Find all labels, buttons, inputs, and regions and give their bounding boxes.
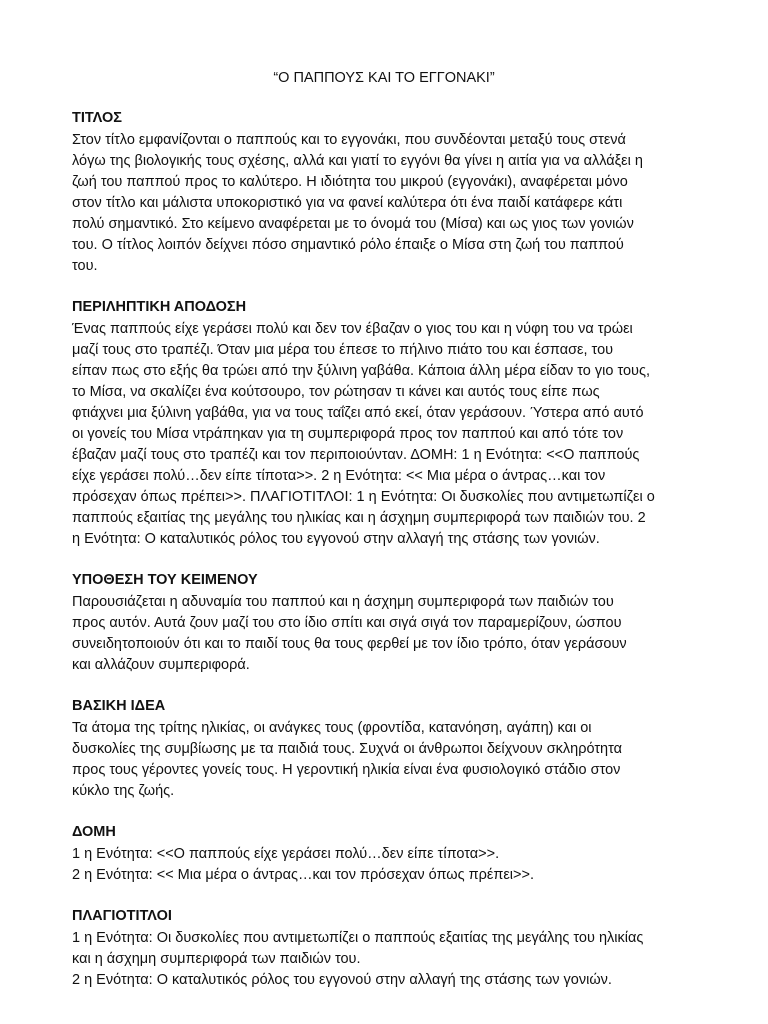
text-line: του. Ο τίτλος λοιπόν δείχνει πόσο σημαντικό ρόλο έπαιξε ο Μίσα στη ζωή του παππού bbox=[72, 237, 624, 253]
section-heading: ΠΕΡΙΛΗΠΤΙΚΗ ΑΠΟΔΟΣΗ bbox=[72, 299, 247, 315]
text-line: στον τίτλο και μάλιστα υποκοριστικό για να φανεί καλύτερα ότι ένα παιδί κατάφερε κάτι bbox=[72, 195, 623, 211]
text-line: κύκλο της ζωής. bbox=[72, 783, 175, 799]
text-line: φτιάχνει μια ξύλινη γαβάθα, για να τους ταΐζει από εκεί, όταν γεράσουν. Ύστερα από αυτό bbox=[72, 405, 644, 421]
section-4 bbox=[72, 696, 696, 802]
section-5 bbox=[72, 822, 696, 886]
section-3 bbox=[72, 570, 696, 676]
document-title: “Ο ΠΑΠΠΟΥΣ ΚΑΙ ΤΟ ΕΓΓΟΝΑΚΙ” bbox=[273, 70, 495, 86]
section-2 bbox=[72, 297, 696, 550]
text-line: μαζί τους στο τραπέζι. Όταν μια μέρα του έπεσε το πήλινο πιάτο του και έσπασε, του bbox=[72, 342, 614, 358]
section-body bbox=[72, 592, 696, 676]
text-line: και αλλάζουν συμπεριφορά. bbox=[72, 657, 250, 673]
section-heading: ΤΙΤΛΟΣ bbox=[72, 110, 122, 126]
text-line: και η άσχημη συμπεριφορά των παιδιών του. bbox=[72, 951, 361, 967]
section-1 bbox=[72, 108, 696, 277]
text-line: του. bbox=[72, 258, 98, 274]
document-sections bbox=[72, 108, 696, 991]
text-line: δυσκολίες της συμβίωσης με τα παιδιά τους. Συχνά οι άνθρωποι δείχνουν σκληρότητα bbox=[72, 741, 623, 757]
text-line: 2 η Ενότητα: << Μια μέρα ο άντρας…και τον πρόσεχαν όπως πρέπει>>. bbox=[72, 867, 534, 883]
section-heading: ΔΟΜΗ bbox=[72, 824, 116, 840]
section-body bbox=[72, 844, 696, 886]
section-body bbox=[72, 928, 696, 991]
text-line: 1 η Ενότητα: <<Ο παππούς είχε γεράσει πολύ…δεν είπε τίποτα>>. bbox=[72, 846, 500, 862]
section-body bbox=[72, 130, 696, 277]
text-line: λόγω της βιολογικής τους σχέσης, αλλά και γιατί το εγγόνι θα γίνει η αιτία για να αλλάξει η bbox=[72, 153, 643, 169]
text-line: οι γονείς του Μίσα ντράπηκαν για τη συμπεριφορά προς τον παππού και από τότε τον bbox=[72, 426, 624, 442]
section-body bbox=[72, 718, 696, 802]
text-line: Παρουσιάζεται η αδυναμία του παππού και η άσχημη συμπεριφορά των παιδιών του bbox=[72, 594, 614, 610]
text-line: είχε γεράσει πολύ…δεν είπε τίποτα>>. 2 η Ενότητα: << Μια μέρα ο άντρας…και τον bbox=[72, 468, 606, 484]
text-line: πρόσεχαν όπως πρέπει>>. ΠΛΑΓΙΟΤΙΤΛΟΙ: 1 η Ενότητα: Οι δυσκολίες που αντιμετωπίζει ο bbox=[72, 489, 655, 505]
section-6 bbox=[72, 906, 696, 991]
text-line: έβαζαν μαζί τους στο τραπέζι και τον περιποιούνταν. ΔΟΜΗ: 1 η Ενότητα: <<Ο παππούς bbox=[72, 447, 640, 463]
text-line: προς τους γέροντες γονείς τους. Η γεροντική ηλικία είναι ένα φυσιολογικό στάδιο στον bbox=[72, 762, 621, 778]
text-line: Στον τίτλο εμφανίζονται ο παππούς και το εγγονάκι, που συνδέονται μεταξύ τους στενά bbox=[72, 132, 626, 148]
section-heading: ΒΑΣΙΚΗ ΙΔΕΑ bbox=[72, 698, 166, 714]
text-line: 1 η Ενότητα: Οι δυσκολίες που αντιμετωπίζει ο παππούς εξαιτίας της μεγάλης του ηλικίας bbox=[72, 930, 644, 946]
text-line: η Ενότητα: Ο καταλυτικός ρόλος του εγγονού στην αλλαγή της στάσης των γονιών. bbox=[72, 531, 600, 547]
text-line: ζωή του παππού προς το καλύτερο. Η ιδιότητα του μικρού (εγγονάκι), αναφέρεται μόνο bbox=[72, 174, 628, 190]
text-line: πολύ σημαντικό. Στο κείμενο αναφέρεται με το όνομά του (Μίσα) και ως γιος των γονιών bbox=[72, 216, 634, 232]
text-line: προς αυτόν. Αυτά ζουν μαζί του στο ίδιο σπίτι και σιγά σιγά τον παραμερίζουν, ώσπου bbox=[72, 615, 622, 631]
text-line: το Μίσα, να σκαλίζει ένα κούτσουρο, τον ρώτησαν τι κάνει και αυτός τους είπε πως bbox=[72, 384, 600, 400]
text-line: παππούς εξαιτίας της μεγάλης του ηλικίας και η άσχημη συμπεριφορά των παιδιών του. 2 bbox=[72, 510, 646, 526]
section-heading: ΠΛΑΓΙΟΤΙΤΛΟΙ bbox=[72, 908, 172, 924]
section-heading: ΥΠΟΘΕΣΗ ΤΟΥ ΚΕΙΜΕΝΟΥ bbox=[72, 572, 258, 588]
text-line: συνειδητοποιούν ότι και το παιδί τους θα τους φερθεί με τον ίδιο τρόπο, όταν γεράσουν bbox=[72, 636, 627, 652]
text-line: είπαν πως στο εξής θα τρώει από την ξύλινη γαβάθα. Κάποια άλλη μέρα είδαν το γιο τους, bbox=[72, 363, 650, 379]
text-line: Ένας παππούς είχε γεράσει πολύ και δεν τον έβαζαν ο γιος του και η νύφη του να τρώει bbox=[72, 321, 633, 337]
section-body bbox=[72, 319, 696, 550]
text-line: Τα άτομα της τρίτης ηλικίας, οι ανάγκες τους (φροντίδα, κατανόηση, αγάπη) και οι bbox=[72, 720, 592, 736]
text-line: 2 η Ενότητα: Ο καταλυτικός ρόλος του εγγονού στην αλλαγή της στάσης των γονιών. bbox=[72, 972, 612, 988]
